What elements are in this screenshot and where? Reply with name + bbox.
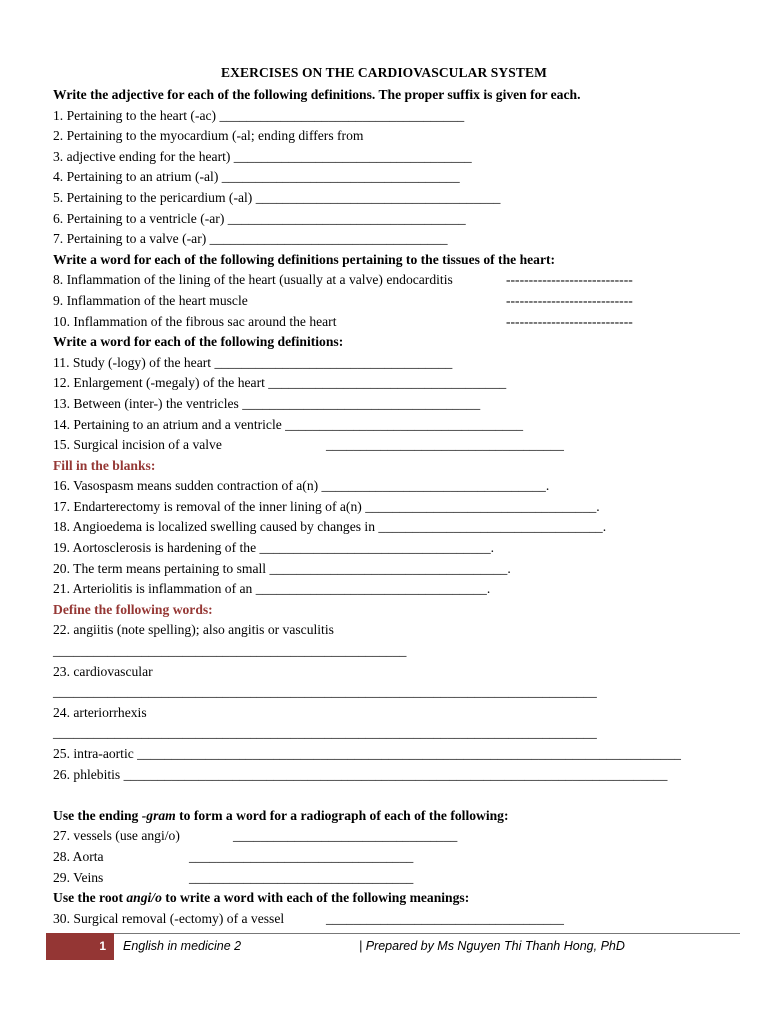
exercise-item: [53, 559, 733, 580]
exercise-prompt: 30. Surgical removal (-ectomy) of a vessel: [53, 910, 285, 926]
answer-blank[interactable]: _________________________________: [189, 848, 414, 864]
exercise-item: [53, 909, 733, 930]
exercise-item: [53, 517, 733, 538]
exercise-prompt: 15. Surgical incision of a valve: [53, 437, 222, 453]
exercise-prompt: 8. Inflammation of the lining of the heart (usually at a valve) endocarditis: [53, 272, 453, 288]
instruction-term: angi/o: [126, 890, 162, 906]
exercise-prompt: 17. Endarterectomy is removal of the inner lining of a(n): [53, 498, 366, 514]
exercise-prompt: 28. Aorta: [53, 848, 104, 864]
answer-blank[interactable]: ___________________________________: [233, 148, 472, 164]
exercise-prompt: 12. Enlargement (-megaly) of the heart: [53, 375, 269, 391]
answer-blank[interactable]: ________________________________________________________________________________: [137, 746, 681, 761]
instruction-text: Use the ending: [53, 807, 142, 823]
exercise-prompt: 29. Veins: [53, 869, 104, 885]
answer-line[interactable]: ____________________________________________________: [53, 643, 407, 659]
exercise-item: [53, 744, 733, 765]
exercise-prompt: 2. Pertaining to the myocardium (-al; ending differs from: [53, 128, 364, 144]
exercise-item: [53, 373, 733, 394]
exercise-item: [53, 229, 733, 250]
answer-blank[interactable]: __________________________________.: [365, 498, 600, 514]
exercise-prompt: 6. Pertaining to a ventricle (-ar): [53, 210, 228, 226]
exercise-item: [53, 538, 733, 559]
page-title: EXERCISES ON THE CARDIOVASCULAR SYSTEM: [221, 65, 547, 80]
instruction-text: Use the root: [53, 890, 127, 906]
exercise-item: [53, 579, 733, 600]
exercise-prompt: 13. Between (inter-) the ventricles: [53, 395, 243, 411]
exercise-prompt: 14. Pertaining to an atrium and a ventricle: [53, 416, 286, 432]
exercise-prompt: 25. intra-aortic: [53, 746, 138, 761]
exercise-item: [53, 415, 733, 436]
instruction-term: -gram: [141, 807, 176, 823]
answer-blank[interactable]: ____________________________________: [219, 107, 465, 123]
section-instruction: Write a word for each of the following definitions pertaining to the tissues of the heart:: [53, 251, 556, 267]
instruction-text: to form a word for a radiograph of each of the following:: [175, 807, 509, 823]
answer-blank[interactable]: ___________________________________: [242, 395, 481, 411]
answer-blank[interactable]: ___________________________________: [285, 416, 524, 432]
exercise-prompt: 24. arteriorrhexis: [53, 704, 147, 720]
section-instruction: [53, 888, 733, 909]
answer-blank[interactable]: __________________________________.: [259, 540, 495, 556]
exercise-prompt: 10. Inflammation of the fibrous sac around the heart: [53, 313, 337, 329]
answer-blank[interactable]: _________________________________: [189, 869, 414, 885]
section-instruction: [53, 806, 733, 827]
exercise-prompt: 19. Aortosclerosis is hardening of the: [53, 540, 260, 556]
exercise-prompt: 4. Pertaining to an atrium (-al): [53, 169, 222, 185]
exercise-item: [53, 270, 733, 291]
exercise-item: [53, 394, 733, 415]
exercise-prompt: 3. adjective ending for the heart): [53, 148, 234, 164]
exercise-prompt: 16. Vasospasm means sudden contraction of a(n): [53, 478, 322, 494]
exercise-item: [53, 620, 733, 641]
section-instruction: Write a word for each of the following definitions:: [53, 334, 344, 350]
exercise-item: [53, 847, 733, 868]
answer-blank[interactable]: ___________________________________.: [269, 560, 511, 576]
answer-line[interactable]: ________________________________________________________________________________: [53, 725, 597, 741]
exercise-prompt: 23. cardiovascular: [53, 663, 153, 679]
exercise-item: [53, 868, 733, 889]
answer-blank[interactable]: _________________________________.: [321, 478, 550, 494]
answer-blank[interactable]: ___________________________________: [268, 375, 507, 391]
exercise-prompt: 22. angiitis (note spelling); also angitis or vasculitis: [53, 622, 334, 638]
exercise-prompt: 27. vessels (use angi/o): [53, 828, 180, 844]
exercise-prompt: 20. The term means pertaining to small: [53, 560, 270, 576]
exercise-item: [53, 188, 733, 209]
exercise-prompt: 9. Inflammation of the heart muscle: [53, 292, 248, 308]
exercise-prompt: 18. Angioedema is localized swelling caused by changes in: [53, 519, 379, 535]
section-heading: Define the following words:: [53, 601, 213, 617]
exercise-item: [53, 826, 733, 847]
exercise-prompt: 21. Arteriolitis is inflammation of an: [53, 581, 256, 597]
answer-blank[interactable]: ________________________________________________________________________________: [123, 766, 668, 782]
exercise-item: [53, 662, 733, 683]
exercise-prompt: 7. Pertaining to a valve (-ar): [53, 231, 210, 247]
section-heading: Fill in the blanks:: [53, 457, 156, 473]
exercise-item: [53, 312, 733, 333]
answer-blank[interactable]: ____________________________________: [255, 189, 501, 205]
exercise-item: [53, 106, 733, 127]
answer-blank[interactable]: ___________________________________: [326, 437, 564, 453]
answer-blank[interactable]: ___________________________________: [209, 231, 448, 247]
exercise-prompt: 11. Study (-logy) of the heart: [53, 354, 215, 370]
answer-blank[interactable]: ___________________________________: [227, 210, 466, 226]
exercise-item: [53, 126, 733, 147]
exercise-item: [53, 765, 733, 786]
answer-line[interactable]: ________________________________________________________________________________: [53, 684, 597, 700]
exercise-prompt: 1. Pertaining to the heart (-ac): [53, 107, 220, 123]
page-number: 1: [46, 933, 114, 960]
answer-blank[interactable]: ___________________________________: [221, 169, 460, 185]
answer-blank[interactable]: ___________________________________: [326, 910, 564, 926]
exercise-item: [53, 353, 733, 374]
exercise-item: [53, 476, 733, 497]
exercise-item: [53, 435, 733, 456]
exercise-list: [53, 85, 733, 929]
exercise-item: [53, 147, 733, 168]
footer-course-title: English in medicine 2: [123, 939, 242, 953]
answer-blank[interactable]: _________________________________.: [378, 519, 607, 535]
answer-blank[interactable]: ----------------------------: [506, 272, 633, 288]
footer-author: | Prepared by Ms Nguyen Thi Thanh Hong, PhD: [359, 939, 625, 953]
exercise-item: [53, 167, 733, 188]
section-instruction: Write the adjective for each of the following definitions. The proper suffix is given for each.: [53, 87, 581, 102]
page-footer: [46, 933, 740, 960]
exercise-item: [53, 209, 733, 230]
answer-blank[interactable]: __________________________________.: [255, 581, 491, 597]
answer-blank[interactable]: ----------------------------: [506, 313, 633, 329]
answer-blank[interactable]: ----------------------------: [506, 292, 633, 308]
exercise-item: [53, 291, 733, 312]
exercise-prompt: 26. phlebitis: [53, 766, 124, 782]
instruction-text: to write a word with each of the following meanings:: [161, 890, 470, 906]
exercise-item: [53, 497, 733, 518]
exercise-item: [53, 703, 733, 724]
exercise-prompt: 5. Pertaining to the pericardium (-al): [53, 189, 256, 205]
spacer: [53, 785, 733, 806]
answer-blank[interactable]: ___________________________________: [214, 354, 453, 370]
answer-blank[interactable]: _________________________________: [233, 828, 458, 844]
